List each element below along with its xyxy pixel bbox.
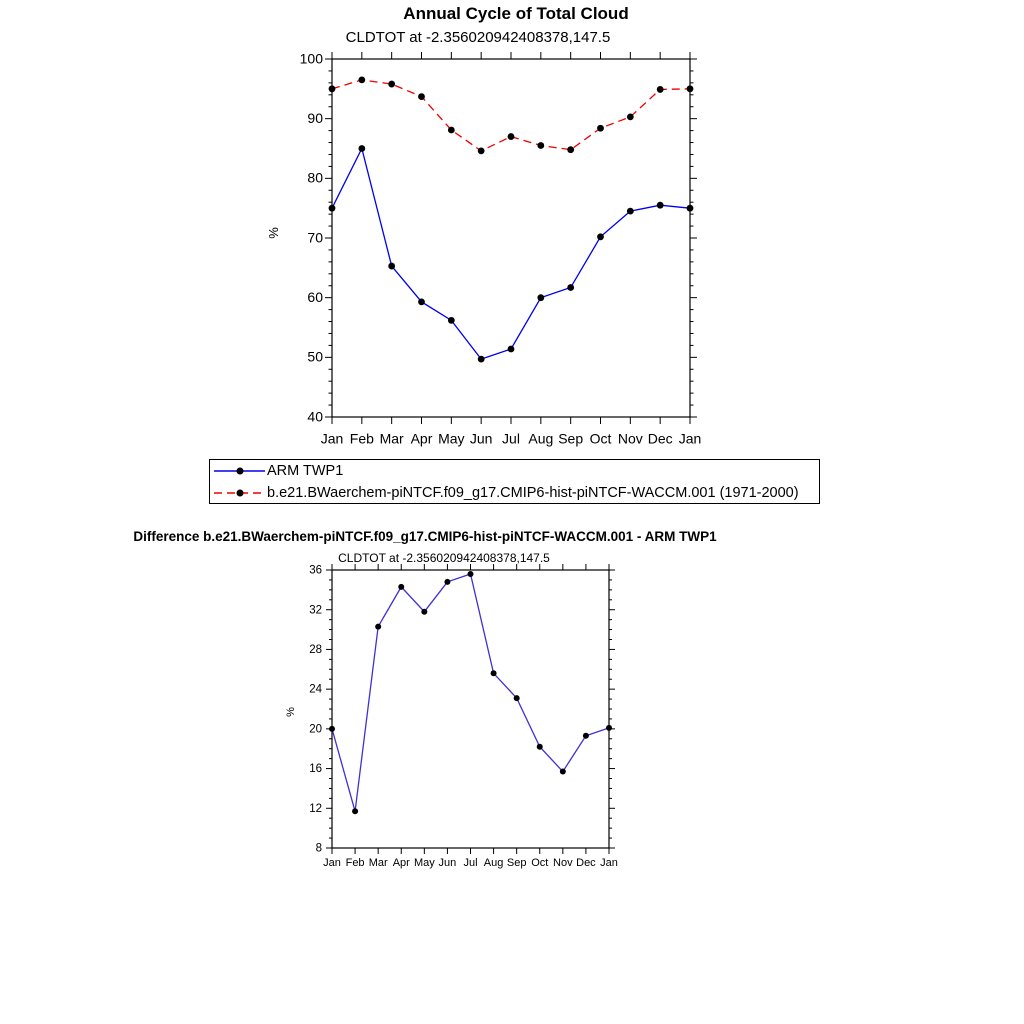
legend-sample-marker	[237, 467, 244, 474]
data-point-marker	[657, 202, 664, 209]
x-tick-label: Dec	[576, 856, 596, 869]
x-tick-label: Jan	[320, 430, 344, 447]
y-tick-label: 8	[315, 842, 322, 855]
x-tick-label: Jun	[469, 430, 493, 447]
chart-1	[285, 564, 618, 869]
data-point-marker	[448, 317, 455, 324]
data-point-marker	[687, 205, 694, 212]
y-tick-label: 50	[307, 348, 323, 365]
legend-label-obs: ARM TWP1	[267, 462, 344, 479]
x-tick-label: May	[413, 856, 435, 869]
x-tick-label: Oct	[589, 430, 612, 447]
plot-frame	[332, 59, 690, 417]
plot-frame	[332, 570, 609, 848]
series-line-0	[332, 574, 609, 811]
data-point-marker	[560, 769, 566, 775]
x-tick-label: Oct	[531, 856, 549, 869]
data-point-marker	[329, 726, 335, 732]
y-tick-label: 12	[309, 802, 322, 815]
series-line-0	[332, 149, 690, 360]
data-point-marker	[567, 284, 574, 291]
y-axis-label: %	[285, 707, 297, 717]
x-tick-label: Feb	[349, 430, 374, 447]
data-point-marker	[537, 142, 544, 149]
y-axis-label: %	[266, 227, 281, 239]
data-point-marker	[358, 76, 365, 83]
x-tick-label: May	[438, 430, 465, 447]
x-tick-label: Jul	[502, 430, 520, 447]
x-tick-label: Mar	[368, 856, 388, 869]
data-point-marker	[448, 127, 455, 134]
y-tick-label: 40	[307, 408, 323, 425]
annual-cycle-chart-title: Annual Cycle of Total Cloud	[403, 4, 629, 23]
data-point-marker	[491, 670, 497, 676]
data-point-marker	[508, 133, 515, 140]
x-tick-label: Sep	[558, 430, 584, 447]
x-tick-label: Nov	[553, 856, 573, 869]
data-point-marker	[627, 208, 634, 215]
y-tick-label: 36	[309, 564, 322, 577]
x-tick-label: Jul	[463, 856, 478, 869]
data-point-marker	[444, 579, 450, 585]
data-point-marker	[388, 81, 395, 88]
legend-line-sample-dashed-red	[210, 482, 267, 504]
data-point-marker	[657, 86, 664, 93]
series-line-1	[332, 80, 690, 151]
data-point-marker	[468, 571, 474, 577]
x-tick-label: Jan	[678, 430, 702, 447]
y-tick-label: 32	[309, 604, 322, 617]
annual-cycle-chart-subtitle: CLDTOT at -2.356020942408378,147.5	[345, 29, 611, 46]
x-tick-label: Mar	[379, 430, 404, 447]
y-tick-label: 28	[309, 644, 322, 657]
y-tick-label: 16	[309, 763, 322, 776]
y-tick-label: 20	[309, 723, 322, 736]
x-tick-label: Jan	[323, 856, 341, 869]
difference-chart-subtitle: CLDTOT at -2.356020942408378,147.5	[338, 551, 550, 565]
data-point-marker	[329, 205, 336, 212]
data-point-marker	[514, 695, 520, 701]
data-point-marker	[375, 624, 381, 630]
difference-chart-title: Difference b.e21.BWaerchem-piNTCF.f09_g17.CMIP6-hist-piNTCF-WACCM.001 - ARM TWP1	[133, 529, 717, 544]
x-tick-label: Jun	[438, 856, 457, 869]
chart-0	[266, 50, 701, 446]
legend-sample-marker	[237, 489, 244, 496]
data-point-marker	[627, 113, 634, 120]
data-point-marker	[478, 147, 485, 154]
data-point-marker	[597, 233, 604, 240]
legend-line-sample-solid-blue	[210, 460, 267, 482]
data-point-marker	[478, 356, 485, 363]
y-tick-label: 60	[307, 289, 323, 306]
data-point-marker	[508, 346, 515, 353]
x-tick-label: Dec	[647, 430, 673, 447]
y-tick-label: 24	[309, 683, 322, 696]
data-point-marker	[388, 263, 395, 270]
data-point-marker	[687, 85, 694, 92]
x-tick-label: Nov	[617, 430, 643, 447]
data-point-marker	[358, 145, 365, 152]
data-point-marker	[537, 744, 543, 750]
legend-entry-model	[210, 482, 819, 504]
data-point-marker	[583, 733, 589, 739]
x-tick-label: Feb	[345, 856, 365, 869]
x-tick-label: Sep	[506, 856, 527, 869]
x-tick-label: Apr	[392, 856, 410, 869]
data-point-marker	[597, 125, 604, 132]
data-point-marker	[567, 146, 574, 153]
legend-label-model: b.e21.BWaerchem-piNTCF.f09_g17.CMIP6-hist-piNTCF-WACCM.001 (1971-2000)	[267, 484, 799, 501]
data-point-marker	[352, 808, 358, 814]
x-tick-label: Jan	[600, 856, 618, 869]
legend-entry-obs	[210, 460, 819, 482]
x-tick-label: Apr	[410, 430, 433, 447]
data-point-marker	[398, 584, 404, 590]
data-point-marker	[418, 93, 425, 100]
data-point-marker	[606, 725, 612, 731]
y-tick-label: 100	[299, 50, 323, 67]
data-point-marker	[421, 609, 427, 615]
data-point-marker	[418, 298, 425, 305]
data-point-marker	[329, 85, 336, 92]
legend	[209, 459, 820, 504]
data-point-marker	[537, 294, 544, 301]
y-tick-label: 90	[307, 110, 323, 127]
y-tick-label: 70	[307, 229, 323, 246]
x-tick-label: Aug	[528, 430, 554, 447]
x-tick-label: Aug	[483, 856, 504, 869]
y-tick-label: 80	[307, 169, 323, 186]
